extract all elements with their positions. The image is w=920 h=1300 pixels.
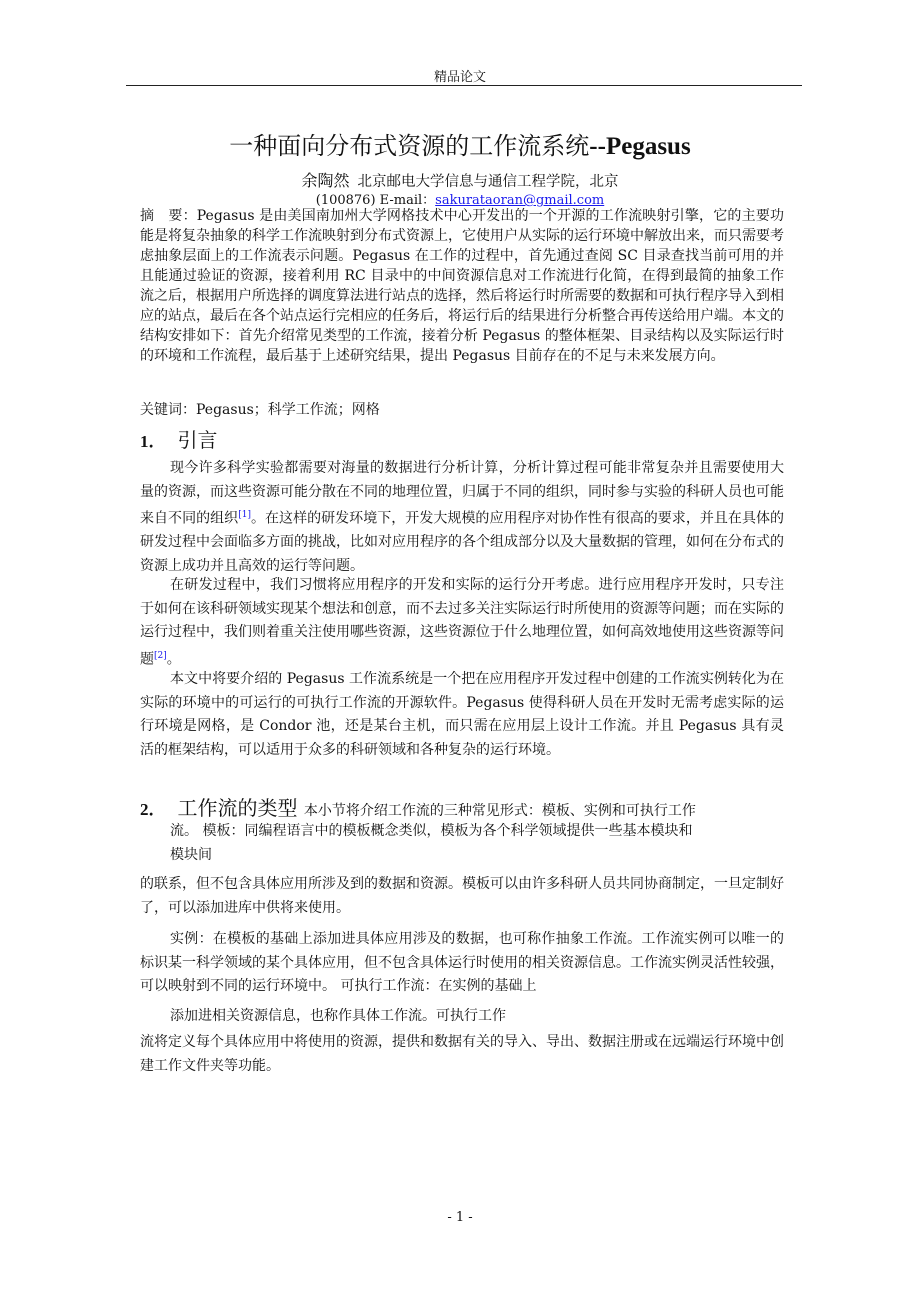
- executable-paragraph: 流将定义每个具体应用中将使用的资源，提供和数据有关的导入、导出、数据注册或在远端运行环境中创建工作文件夹等功能。: [140, 1034, 784, 1074]
- instance-paragraph: 实例：在模板的基础上添加进具体应用涉及的数据，也可称作抽象工作流。工作流实例可以唯一的标识某一科学领域的某个具体应用，但不包含具体运行时使用的相关资源信息。工作流实例灵活性较强，可以映射到不同的运行环境中。 可执行工作流：在实例的基础上: [140, 931, 784, 994]
- header-rule: [126, 85, 802, 86]
- author-affiliation: 北京邮电大学信息与通信工程学院，北京: [357, 174, 619, 190]
- p2-text-b: 。: [166, 651, 181, 668]
- section-1-title: 引言: [177, 428, 218, 452]
- keywords: [140, 399, 380, 419]
- section-2-intro-line-2: 流。 模板：同编程语言中的模板概念类似，模板为各个科学领域提供一些基本模块和: [170, 823, 693, 839]
- citation-1[interactable]: [1]: [238, 510, 251, 520]
- section-2-title: 工作流的类型: [177, 796, 298, 820]
- section-2-heading: [140, 792, 696, 821]
- section-1-paragraph-1: [140, 457, 784, 578]
- citation-2[interactable]: [2]: [154, 650, 167, 661]
- section-1-paragraph-3: 本文中将要介绍的 Pegasus 工作流系统是一个把在应用程序开发过程中创建的工作流实例转化为在实际的环境中的可运行的可执行工作流的开源软件。Pegasus 使得科研人员在开发时无需考虑实际的运行环境是网格，是 Condor 池，还是某台主机，而只需在应用层上设计工作流。并且 Pegasus 具有灵活的框架结构，可以适用于众多的科研领域和各种复杂的运行环境。: [140, 671, 784, 758]
- section-2-intro-line-1: 本小节将介绍工作流的三种常见形式：模板、实例和可执行工作: [303, 803, 696, 819]
- postcode: (100876) E-mail：: [315, 193, 436, 208]
- section-2-number: 2．: [140, 800, 166, 819]
- section-1-paragraph-2: [140, 574, 784, 672]
- abstract: [140, 206, 784, 366]
- abstract-label: 摘 要：: [140, 208, 197, 224]
- p1-text-a: 现今许多科学实验都需要对海量的数据进行分析计算，分析计算过程可能非常复杂并且需要使用大量的资源，而这些资源可能分散在不同的地理位置，归属于不同的组织，同时参与实验的科研人员也可能来自不同的组织: [140, 460, 784, 527]
- section-2-intro-line-3: 模块间: [170, 847, 212, 863]
- section-1-heading: [140, 424, 218, 453]
- email-link[interactable]: sakurataoran@gmail.com: [435, 193, 605, 208]
- abstract-text: Pegasus 是由美国南加州大学网格技术中心开发出的一个开源的工作流映射引擎，它的主要功能是将复杂抽象的科学工作流映射到分布式资源上，它使用户从实际的运行环境中解放出来，而只需要考虑抽象层面上的工作流表示问题。Pegasus 在工作的过程中，首先通过查阅 SC 目录查找当前可用的并且能通过验证的资源，接着利用 RC 目录中的中间资源信息对工作流进行化简，在得到最简的抽象工作流之后，根据用户所选择的调度算法进行站点的选择，然后将运行时所需要的数据和可执行程序导入到相应的站点，最后在各个站点运行完相应的任务后，将运行后的结果进行分析整合再传送给用户端。本文的结构安排如下：首先介绍常见类型的工作流，接着分析 Pegasus 的整体框架、目录结构以及实际运行时的环境和工作流程，最后基于上述研究结果，提出 Pegasus 目前存在的不足与未来发展方向。: [140, 208, 785, 364]
- p2-text-a: 在研发过程中，我们习惯将应用程序的开发和实际的运行分开考虑。进行应用程序开发时，只专注于如何在该科研领域实现某个想法和创意，而不去过多关注实际运行时所使用的资源等问题；而在实际的运行过程中，我们则着重关注使用哪些资源，这些资源位于什么地理位置，如何高效地使用这些资源等问题: [140, 577, 784, 668]
- page-number: - 1 -: [447, 1210, 473, 1225]
- title-bold: --Pegasus: [589, 133, 691, 160]
- title-main: 一种面向分布式资源的工作流系统: [229, 132, 590, 160]
- keywords-label: 关键词：: [140, 402, 196, 418]
- p1-text-b: 。在这样的研发环境下，开发大规模的应用程序对协作性有很高的要求，并且在具体的研发过程中会面临多方面的挑战，比如对应用程序的各个组成部分以及大量数据的管理，如何在分布式的资源上成功并且高效的运行等问题。: [140, 510, 785, 574]
- template-paragraph: 的联系，但不包含具体应用所涉及到的数据和资源。模板可以由许多科研人员共同协商制定，一旦定制好了，可以添加进库中供将来使用。: [140, 876, 784, 916]
- author-name: 余陶然: [301, 171, 350, 190]
- keywords-text: Pegasus；科学工作流；网格: [196, 402, 380, 418]
- paper-title: [0, 126, 920, 161]
- executable-line: 添加进相关资源信息，也称作具体工作流。可执行工作: [170, 1008, 506, 1024]
- running-header: 精品论文: [433, 70, 486, 85]
- section-1-number: 1．: [140, 432, 166, 451]
- author-line: [0, 168, 920, 191]
